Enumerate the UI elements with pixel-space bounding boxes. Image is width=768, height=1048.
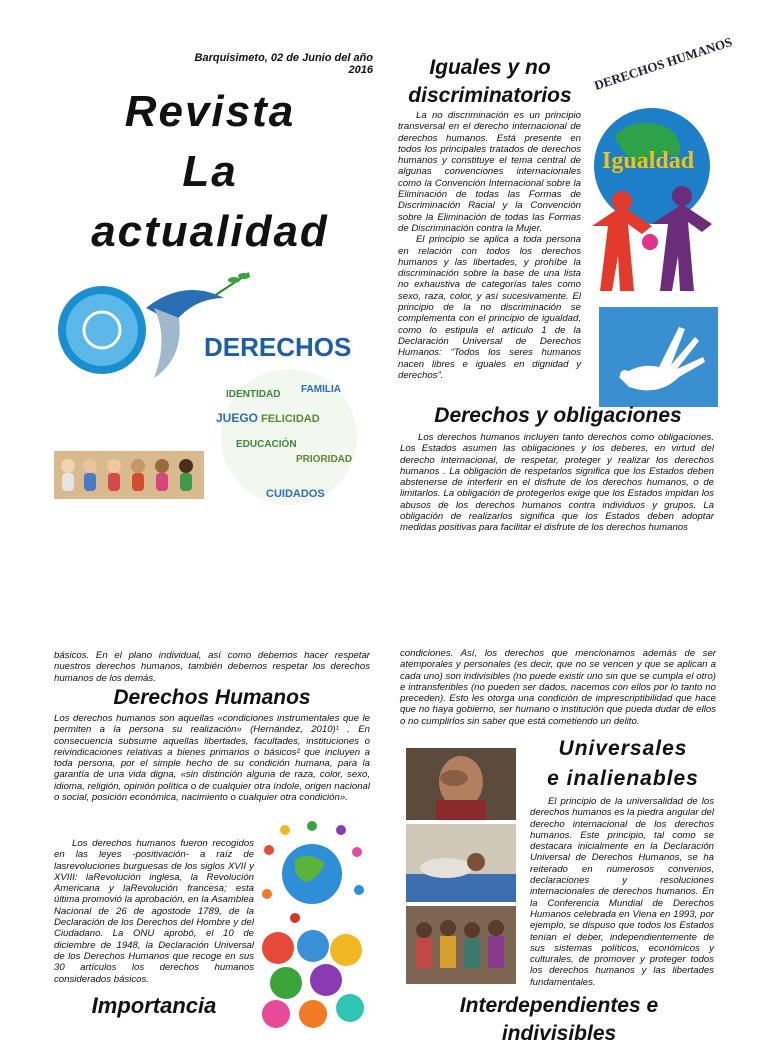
- word-cloud-word-7: PRIORIDAD: [296, 454, 353, 465]
- issue-date: Barquisimeto, 02 de Junio del año 2016: [194, 52, 373, 76]
- dolls-image: [54, 451, 204, 499]
- dove-hand-image: [599, 307, 718, 407]
- text-continuacion-der: condiciones. Así, los derechos que mencionamos además de ser atemporales y personales (es decir, que no se vencen y que se aplican a cada uno) son indivisibles (no puede existir uno sin que se cumpla el otro) e intransferibles (no pueden ser dados, nacemos con ellos por lo tanto no preceden). Esto les otorga una condición de imprescriptibilidad que hace que no haya gobierno, ser humano o institución que pueda dudar de ellos o no cumplirlos sin saber que está cometiendo un delito.: [400, 648, 716, 727]
- photo-children-group: [406, 906, 516, 984]
- heading-universales: Universales e inalienables: [547, 737, 699, 790]
- masthead-line-3: actualidad: [91, 207, 329, 256]
- photo-child-bed: [406, 824, 516, 902]
- igualdad-logo-arc: DERECHOS HUMANOS: [592, 34, 734, 93]
- word-cloud-word-6: CUIDADOS: [266, 488, 325, 500]
- word-cloud-word-5: EDUCACIÓN: [236, 439, 297, 450]
- text-iguales-p1: La no discriminación es un principio transversal en el derecho internacional de derechos humanos. Está presente en todos los principales tratados de derechos humanos y constituye el tema central de algunas convenciones internacionales como la Convención Internacional sobre la Eliminación de todas las Formas de Discriminación Racial y la Convención sobre la Eliminación de todas las Formas de Discriminación contra la Mujer.: [398, 110, 581, 234]
- word-cloud-word-4: FELICIDAD: [261, 413, 320, 425]
- masthead-title: [60, 82, 360, 262]
- text-derechos-humanos-p1: Los derechos humanos son aquellas «condiciones instrumentales que le permiten a la persona su realización» (Hernández, 2010)¹ . En consecuencia subsume aquellas libertades, facultades, instituciones o reivindicaciones relativas a bienes primarios o básicos² que incluyen a toda persona, por el simple hecho de su condición humana, para la garantía de una vida digna, «sin distinción alguna de raza, color, sexo, idioma, religión, opinión política o de cualquier otra índole, origen nacional o social, posición económica, nacimiento o cualquier otra condición».: [54, 713, 370, 804]
- word-cloud-image: [206, 367, 372, 507]
- globe-children-image: [255, 820, 370, 924]
- heading-interdependientes: Interdependientes e indivisibles: [459, 994, 659, 1045]
- igualdad-logo-image: [584, 34, 734, 304]
- text-iguales: [398, 110, 581, 381]
- text-derechos-obligaciones: [400, 432, 714, 534]
- heading-iguales: Iguales y no discriminatorios: [408, 56, 572, 107]
- heading-derechos-humanos: Derechos Humanos: [113, 686, 311, 709]
- derechos-banner-text: DERECHOS: [204, 332, 352, 362]
- heading-derechos-obligaciones: Derechos y obligaciones: [434, 404, 682, 427]
- photo-child-hands: [406, 748, 516, 820]
- masthead-line-2: La: [182, 147, 238, 196]
- word-cloud-word-2: FAMILIA: [301, 384, 341, 395]
- word-cloud-word-3: JUEGO: [216, 411, 259, 425]
- text-continuacion-izq: básicos. En el plano individual, así como debemos hacer respetar nuestros derechos humanos, también debemos respetar los derechos humanos de los demás.: [54, 650, 370, 684]
- text-universales: El principio de la universalidad de los derechos humanos es la piedra angular del derecho internacional de los derechos humanos. Este principio, tal como se destacara inicialmente en la Declaración Universal de Derechos Humanos, se ha reiterado en numerosos convenios, declaraciones y resoluciones internacionales de derechos humanos. En la Conferencia Mundial de Derechos Humanos celebrada en Viena en 1993, por ejemplo, se dispuso que todos los Estados tenían el deber, independientemente de sus sistemas políticos, económicos y culturales, de promover y proteger todos los derechos humanos y las libertades fundamentales.: [530, 796, 715, 988]
- text-iguales-p2: El principio se aplica a toda persona en relación con todos los derechos humanos y las libertades, y prohíbe la discriminación sobre la base de una lista no exhaustiva de categorías tales como sexo, raza, color, y así sucesivamente. El principio de la no discriminación se complementa con el principio de igualdad, como lo estipula el artículo 1 de la Declaración Universal de Derechos Humanos: “Todos los seres humanos nacen libres e iguales en dignidad y derechos”.: [398, 234, 581, 381]
- text-derechos-obligaciones-p1: Los derechos humanos incluyen tanto derechos como obligaciones. Los Estados asumen las obligaciones y los deberes, en virtud del derecho internacional, de respetar, proteger y realizar los derechos humanos . La obligación de respetarlos significa que los Estados deben abstenerse de interferir en el disfrute de los derechos humanos, o de limitarlos. La obligación de protegerlos exige que los Estados impidan los abusos de los derechos humanos contra individuos y grupos. La obligación de realizarlos significa que los Estados deben adoptar medidas positivas para facilitar el disfrute de los derechos humanos: [400, 432, 714, 534]
- text-derechos-humanos-p2: Los derechos humanos fueron recogidos en las leyes -positivación- a raíz de lasrevoluciones burguesas de los siglos XVII y XVIII: laRevolución inglesa, la Revolución Americana y laRevolución francesa; esta última promovió la aprobación, en la Asamblea Nacional de 26 de agostode 1789, de la Declaración de los Derechos del Hombre y del Ciudadano. La ONU aprobó, el 10 de diciembre de 1948, la Declaración Universal de los Derechos Humanos que recoge en sus 30 artículos los derechos humanos considerados básicos.: [54, 838, 254, 985]
- igualdad-logo-center: Igualdad: [602, 148, 695, 174]
- colorful-hands-image: [258, 928, 366, 1024]
- word-cloud-word-1: IDENTIDAD: [226, 389, 281, 400]
- masthead-line-1: Revista: [124, 87, 296, 136]
- heading-importancia: Importancia: [91, 993, 217, 1018]
